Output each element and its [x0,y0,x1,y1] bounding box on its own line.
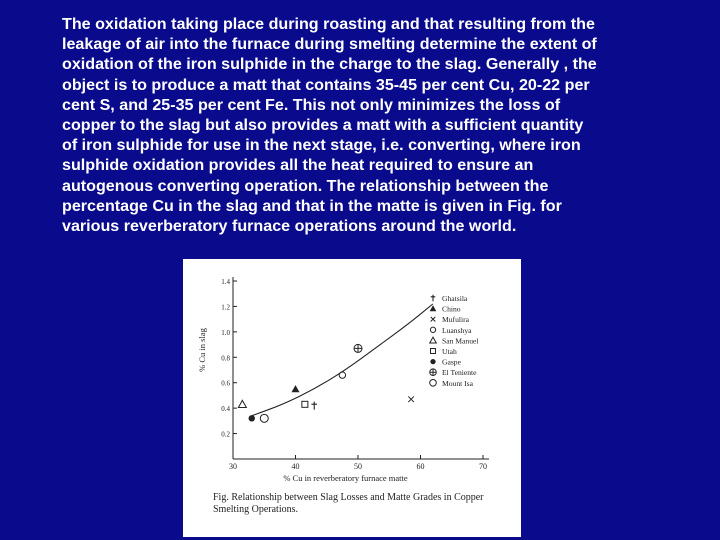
x-axis-label: % Cu in reverberatory furnace matte [283,473,408,483]
y-tick-label: 0.6 [221,379,230,388]
text-line: oxidation of the iron sulphide in the charge to the slag. Generally , the [62,55,597,74]
x-tick-label: 40 [291,462,300,471]
text-line: percentage Cu in the slag and that in the matte is given in Fig. for [62,196,562,215]
text-line: copper to the slag but also provides a matt with a sufficient quantity [62,116,584,135]
legend-gaspe-marker [430,359,435,364]
legend-label-mufulira: Mufulira [442,315,469,325]
legend-san-manuel-marker [430,337,437,343]
text-line: autogenous converting operation. The relationship between the [62,176,549,195]
caption-line: Smelting Operations. [213,504,298,515]
legend-label-mount-isa: Mount Isa [442,378,474,388]
point-chino-marker [292,385,300,392]
point-gaspe-marker [249,415,255,421]
y-tick-label: 1.4 [221,278,230,286]
text-line: sulphide oxidation provides all the heat required to ensure an [62,156,534,175]
legend-utah-marker [431,349,436,354]
point-luanshya-marker [339,372,345,378]
text-line: object is to produce a matt that contains 35-45 per cent Cu, 20-22 per [62,75,590,94]
trend-curve [252,304,433,416]
text-line: of iron sulphide for use in the next stage, i.e. converting, where iron [62,136,581,155]
legend-ghatsila-marker [431,295,436,302]
x-tick-label: 50 [354,462,362,471]
point-mount-isa-marker [260,414,268,422]
point-utah-marker [302,401,308,407]
text-line: The oxidation taking place during roasting and that resulting from the [62,15,595,33]
y-tick-label: 0.4 [221,405,230,414]
legend-label-gaspe: Gaspe [442,357,461,367]
legend-mount-isa-marker [430,380,437,387]
point-san-manuel-marker [238,400,246,407]
y-tick-label: 1.2 [221,303,230,312]
legend-label-utah: Utah [442,347,457,356]
text-line: leakage of air into the furnace during smelting determine the extent of [62,35,597,54]
figure-image [183,259,521,537]
legend-label-chino: Chino [442,304,461,314]
y-axis-label: % Cu in slag [197,328,207,372]
x-tick-label: 70 [479,462,487,471]
legend-mufulira-marker [431,317,436,322]
legend-label-san-manuel: San Manuel [442,336,479,346]
legend-label-ghatsila: Ghatsila [442,294,468,303]
x-tick-label: 30 [229,462,237,471]
text-line: cent S, and 25-35 per cent Fe. This not only minimizes the loss of [62,95,561,114]
figure-caption [213,492,513,516]
y-tick-label: 0.2 [221,430,230,439]
y-tick-label: 1.0 [221,328,230,337]
point-mufulira-marker [408,396,414,402]
legend-label-el-teniente: El Teniente [442,368,477,378]
text-line: various reverberatory furnace operations around the world. [62,217,517,236]
slide-body-text [62,14,680,236]
x-tick-label: 60 [416,462,425,471]
legend-label-luanshya: Luanshya [442,325,472,335]
caption-line: Fig. Relationship between Slag Losses and Matte Grades in Copper [213,492,484,503]
legend-luanshya-marker [430,327,435,332]
point-ghatsila-marker [311,402,317,410]
y-tick-label: 0.8 [221,354,230,363]
